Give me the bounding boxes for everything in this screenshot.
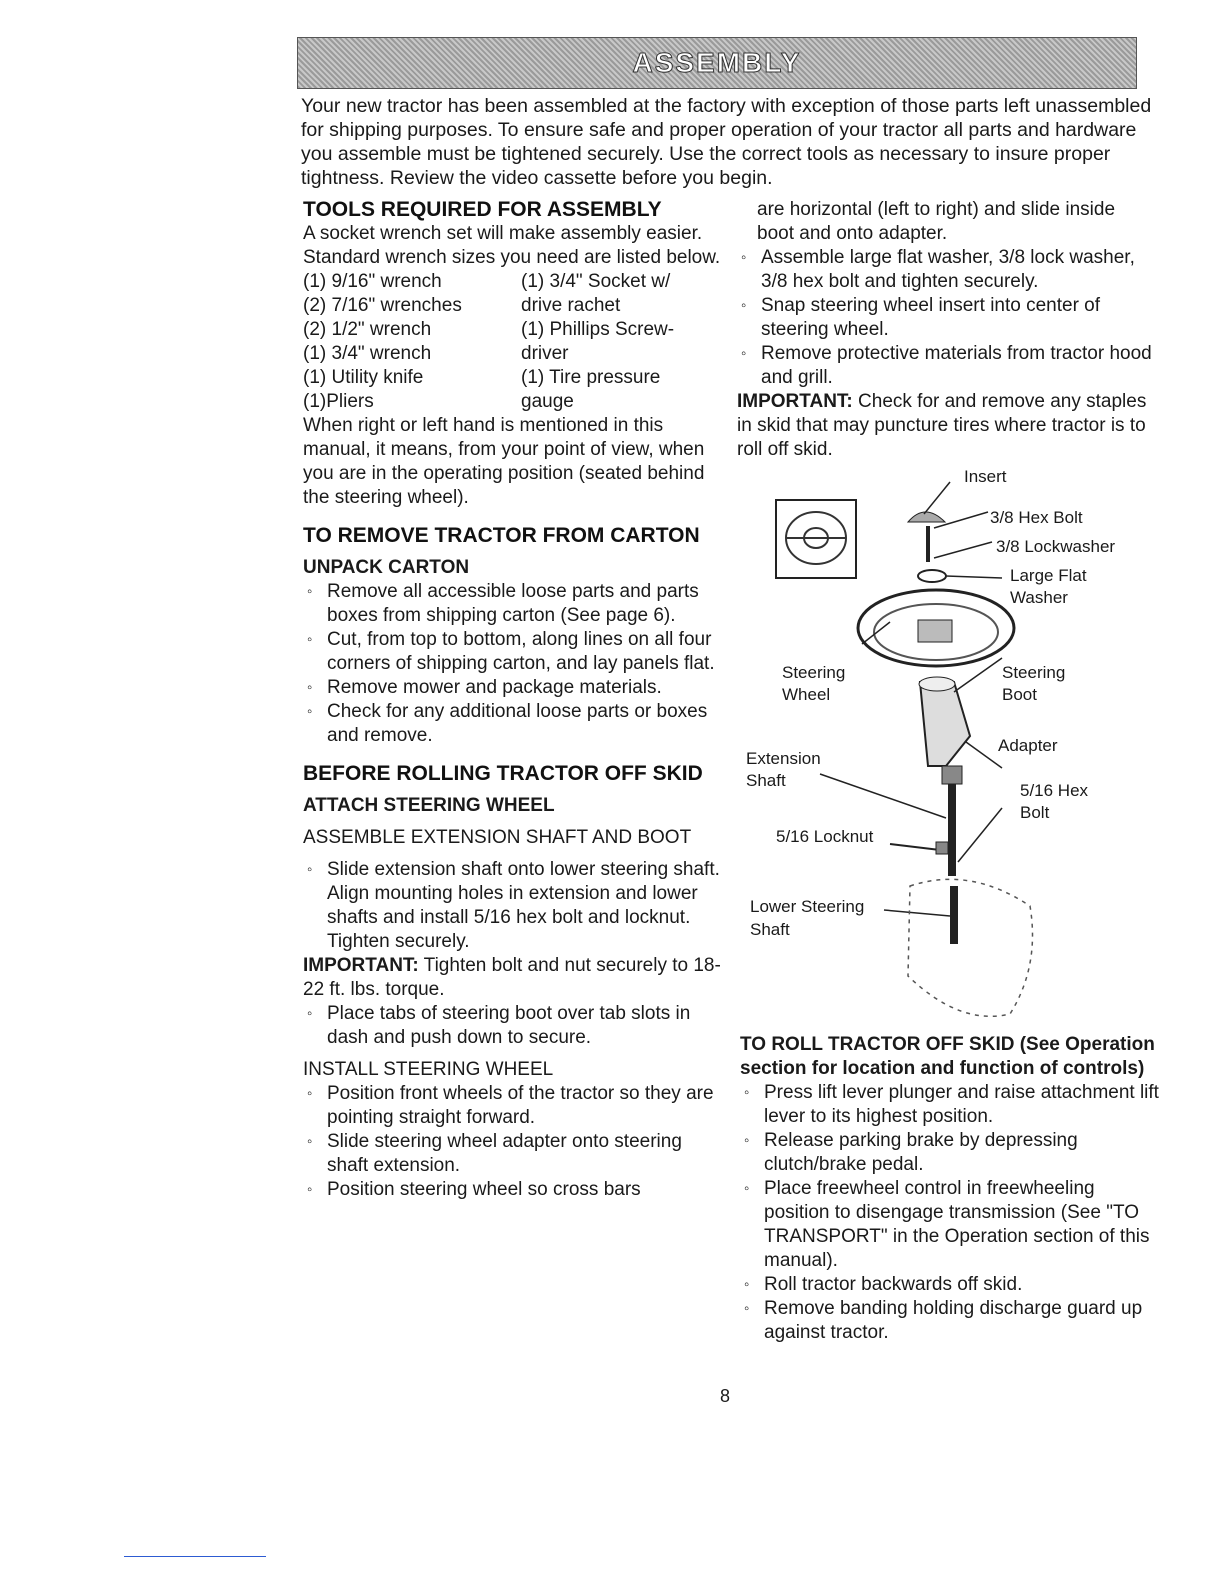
footer-rule bbox=[124, 1556, 266, 1557]
right-column bbox=[737, 198, 1157, 462]
label-adapter: Adapter bbox=[998, 736, 1058, 755]
unpack-list bbox=[303, 580, 723, 748]
dash-outline bbox=[908, 879, 1033, 1016]
list-item: ◦ Place freewheel control in freewheeling position to disengage transmission (See "TO TRANSPORT" in the Operation section of this manual). bbox=[740, 1177, 1160, 1273]
roll-heading: TO ROLL TRACTOR OFF SKID (See Operation section for location and function of controls) bbox=[740, 1034, 1155, 1079]
list-item: ◦ Remove banding holding discharge guard up against tractor. bbox=[740, 1297, 1160, 1345]
label-steering-boot: Steering bbox=[1002, 663, 1066, 682]
label-steering-wheel: Steering bbox=[782, 663, 846, 682]
tool-item: (1)Pliers bbox=[303, 391, 374, 412]
label-steering-boot-2: Boot bbox=[1002, 685, 1037, 704]
tool-item: gauge bbox=[521, 391, 574, 412]
label-steering-wheel-2: Wheel bbox=[782, 685, 831, 704]
label-locknut: 5/16 Locknut bbox=[776, 827, 874, 846]
tool-item: (1) Phillips Screw- bbox=[521, 319, 675, 340]
list-item: ◦ Position steering wheel so cross bars bbox=[303, 1178, 723, 1202]
list-item: ◦ Check for any additional loose parts or boxes and remove. bbox=[303, 700, 723, 748]
install-subheading: INSTALL STEERING WHEEL bbox=[303, 1059, 554, 1080]
list-item: ◦ Snap steering wheel insert into center of steering wheel. bbox=[737, 294, 1157, 342]
steering-boot-shape bbox=[920, 682, 970, 766]
tool-item: (1) Utility knife bbox=[303, 367, 424, 388]
label-washer: Washer bbox=[1010, 588, 1068, 607]
label-large-flat: Large Flat bbox=[1010, 566, 1087, 585]
label-extension-2: Shaft bbox=[746, 771, 786, 790]
tool-item: (2) 7/16" wrenches bbox=[303, 295, 462, 316]
label-lockwasher: 3/8 Lockwasher bbox=[996, 537, 1116, 556]
before-heading: BEFORE ROLLING TRACTOR OFF SKID bbox=[303, 762, 703, 785]
install-list bbox=[303, 1082, 723, 1202]
wheel-list bbox=[737, 246, 1157, 390]
important-text: Check for and remove any staples in skid that may puncture tires where tractor is to roll off skid. bbox=[737, 391, 1147, 460]
roll-section bbox=[740, 1033, 1160, 1345]
tool-item: (1) 3/4" wrench bbox=[303, 343, 432, 364]
label-extension: Extension bbox=[746, 749, 821, 768]
tool-item: (2) 1/2" wrench bbox=[303, 319, 432, 340]
left-column bbox=[303, 198, 723, 1202]
tool-item: (1) Tire pressure bbox=[521, 367, 661, 388]
continued-text: are horizontal (left to right) and slide inside boot and onto adapter. bbox=[757, 199, 1116, 244]
list-item: ◦ Roll tractor backwards off skid. bbox=[740, 1273, 1160, 1297]
tool-item: drive rachet bbox=[521, 295, 621, 316]
list-item: ◦ Cut, from top to bottom, along lines on all four corners of shipping carton, and lay panels flat. bbox=[303, 628, 723, 676]
page-number: 8 bbox=[720, 1386, 731, 1406]
list-item: ◦ Assemble large flat washer, 3/8 lock washer, 3/8 hex bolt and tighten securely. bbox=[737, 246, 1157, 294]
hand-note: When right or left hand is mentioned in this manual, it means, from your point of view, when you are in the operating position (seated behind the steering wheel). bbox=[303, 415, 705, 508]
intro-paragraph: Your new tractor has been assembled at the factory with exception of those parts left unassembled for shipping purposes. To ensure safe and proper operation of your tractor all parts and hardware you assemble must be tightened securely. Use the correct tools as necessary to insure proper tightness. Review the video cassette before you begin. bbox=[301, 95, 1152, 189]
list-item: ◦ Remove mower and package materials. bbox=[303, 676, 723, 700]
boot-list bbox=[303, 1002, 723, 1050]
label-516-bolt: Bolt bbox=[1020, 803, 1050, 822]
tools-text: A socket wrench set will make assembly easier. Standard wrench sizes you need are listed below. bbox=[303, 223, 721, 268]
important-note-left bbox=[303, 954, 723, 1002]
list-item: ◦ Release parking brake by depressing clutch/brake pedal. bbox=[740, 1129, 1160, 1177]
label-516-hex: 5/16 Hex bbox=[1020, 781, 1089, 800]
section-banner bbox=[297, 37, 1137, 89]
remove-heading: TO REMOVE TRACTOR FROM CARTON bbox=[303, 524, 700, 547]
important-note-right bbox=[737, 390, 1157, 462]
unpack-subheading: UNPACK CARTON bbox=[303, 557, 470, 578]
important-label: IMPORTANT: bbox=[303, 955, 419, 976]
important-label: IMPORTANT: bbox=[737, 391, 853, 412]
list-item: ◦ Press lift lever plunger and raise attachment lift lever to its highest position. bbox=[740, 1081, 1160, 1129]
extension-list bbox=[303, 858, 723, 954]
important-text: Tighten bolt and nut securely to 18-22 ft. lbs. torque. bbox=[303, 955, 721, 1000]
label-lower-shaft-2: Shaft bbox=[750, 920, 790, 939]
list-item: ◦ Remove protective materials from tractor hood and grill. bbox=[737, 342, 1157, 390]
list-item: ◦ Position front wheels of the tractor so they are pointing straight forward. bbox=[303, 1082, 723, 1130]
tools-list bbox=[303, 270, 723, 414]
banner-title: ASSEMBLY bbox=[632, 47, 802, 78]
list-item: ◦ Slide extension shaft onto lower steering shaft. Align mounting holes in extension and lower shafts and install 5/16 hex bolt and locknut. Tighten securely. bbox=[303, 858, 723, 954]
attach-subheading: ATTACH STEERING WHEEL bbox=[303, 795, 555, 816]
label-insert: Insert bbox=[964, 467, 1007, 486]
tool-item: (1) 3/4" Socket w/ bbox=[521, 271, 671, 292]
insert-cap bbox=[908, 512, 945, 522]
list-item: ◦ Remove all accessible loose parts and parts boxes from shipping carton (See page 6). bbox=[303, 580, 723, 628]
adapter-shape bbox=[942, 766, 962, 784]
tools-heading: TOOLS REQUIRED FOR ASSEMBLY bbox=[303, 198, 662, 221]
tool-item: (1) 9/16" wrench bbox=[303, 271, 442, 292]
roll-list bbox=[740, 1081, 1160, 1345]
flat-washer bbox=[918, 570, 946, 582]
assemble-subheading: ASSEMBLE EXTENSION SHAFT AND BOOT bbox=[303, 827, 692, 848]
list-item: ◦ Slide steering wheel adapter onto steering shaft extension. bbox=[303, 1130, 723, 1178]
tool-item: driver bbox=[521, 343, 569, 364]
steering-assembly-diagram bbox=[740, 466, 1160, 1032]
list-item: ◦ Place tabs of steering boot over tab slots in dash and push down to secure. bbox=[303, 1002, 723, 1050]
label-hex-bolt: 3/8 Hex Bolt bbox=[990, 508, 1083, 527]
label-lower-shaft: Lower Steering bbox=[750, 897, 865, 916]
